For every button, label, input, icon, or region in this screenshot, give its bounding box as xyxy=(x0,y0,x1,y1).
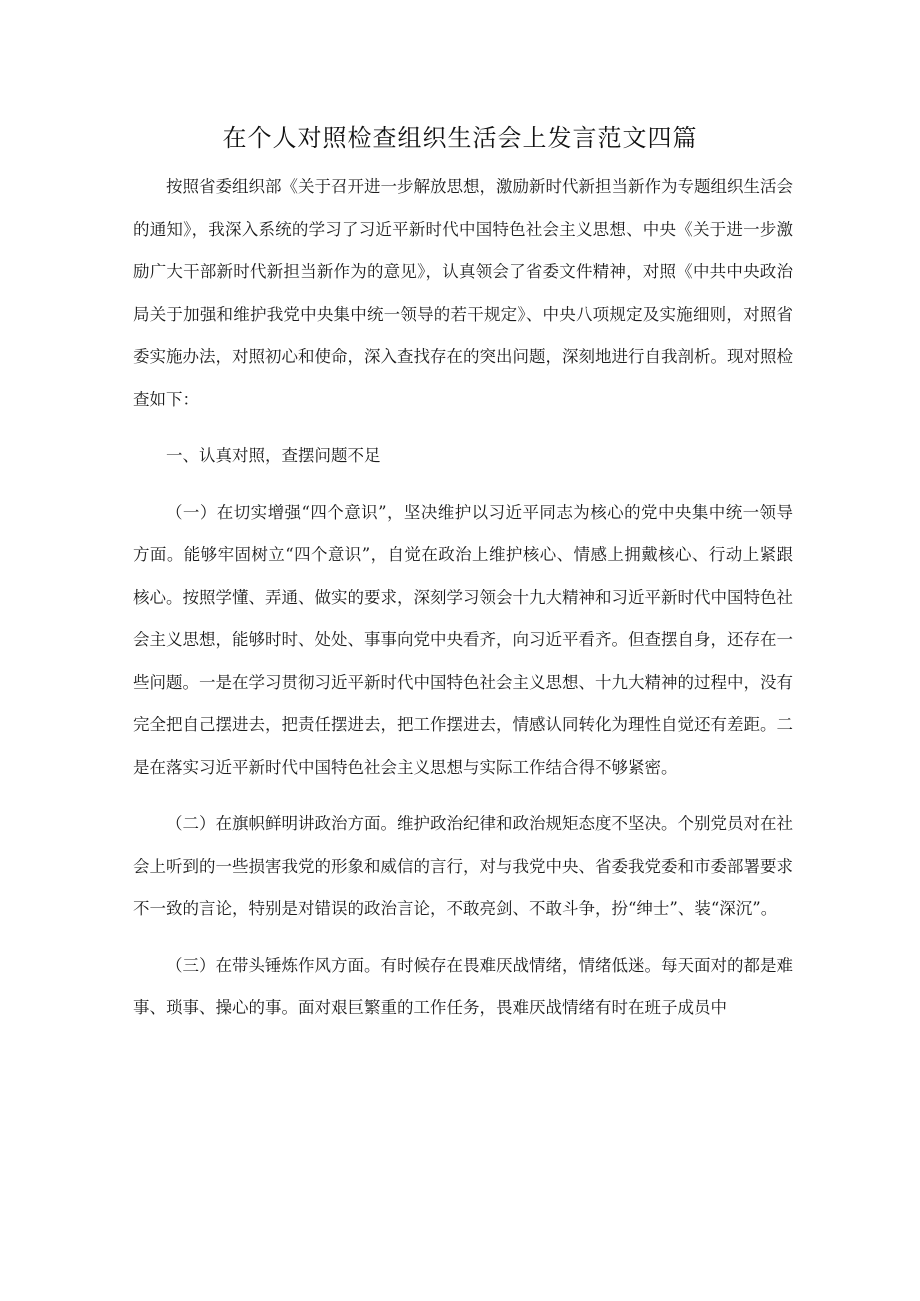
document-title: 在个人对照检查组织生活会上发言范文四篇 xyxy=(222,124,698,152)
paragraph-section-2: （二）在旗帜鲜明讲政治方面。维护政治纪律和政治规矩态度不坚决。个别党员对在社会上听到的一些损害我党的形象和威信的言行，对与我党中央、省委我党委和市委部署要求不一致的言论，特别是对错误的政治言论，不敢亮剑、不敢斗争，扮“绅士”、装“深沉”。 xyxy=(133,814,793,918)
paragraph-intro: 按照省委组织部《关于召开进一步解放思想，激励新时代新担当新作为专题组织生活会的通知》，我深入系统的学习了习近平新时代中国特色社会主义思想、中央《关于进一步激励广大干部新时代新担当新作为的意见》，认真领会了省委文件精神，对照《中共中央政治局关于加强和维护我党中央集中统一领导的若干规定》、中央八项规定及实施细则，对照省委实施办法，对照初心和使命，深入查找存在的突出问题，深刻地进行自我剖析。现对照检查如下： xyxy=(133,177,793,409)
section-heading-1: 一、认真对照，查摆问题不足 xyxy=(166,446,381,465)
document-body xyxy=(133,166,793,1030)
paragraph-section-1: （一）在切实增强“四个意识”，坚决维护以习近平同志为核心的党中央集中统一领导方面。能够牢固树立“四个意识”，自觉在政治上维护核心、情感上拥戴核心、行动上紧跟核心。按照学懂、弄通、做实的要求，深刻学习领会十九大精神和习近平新时代中国特色社会主义思想，能够时时、处处、事事向党中央看齐，向习近平看齐。但查摆自身，还存在一些问题。一是在学习贯彻习近平新时代中国特色社会主义思想、十九大精神的过程中，没有完全把自己摆进去，把责任摆进去，把工作摆进去，情感认同转化为理性自觉还有差距。二是在落实习近平新时代中国特色社会主义思想与实际工作结合得不够紧密。 xyxy=(133,502,793,777)
paragraph-section-3: （三）在带头锤炼作风方面。有时候存在畏难厌战情绪，情绪低迷。每天面对的都是难事、琐事、操心的事。面对艰巨繁重的工作任务，畏难厌战情绪有时在班子成员中 xyxy=(133,955,793,1017)
